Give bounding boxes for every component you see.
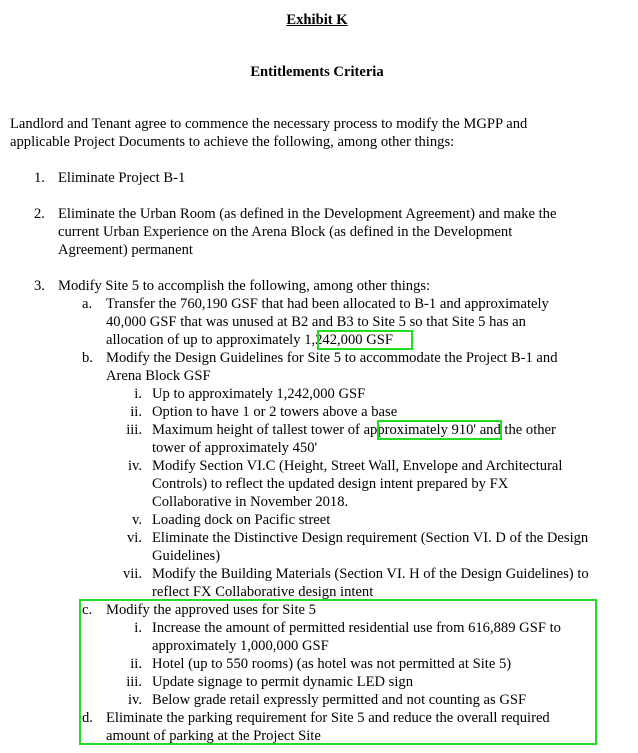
item-3b-iv-line-1: Modify Section VI.C (Height, Street Wall, Envelope and Architectural (152, 458, 563, 474)
item-3b-label: b. (82, 350, 93, 366)
highlighted-height-value: approximately 910' (363, 422, 477, 438)
item-3c-i-line-2: approximately 1,000,000 GSF (152, 638, 329, 654)
item-3c-ii-num: ii. (130, 656, 142, 672)
item-3b-vii-num: vii. (122, 566, 142, 582)
item-3c-i-num: i. (134, 620, 142, 636)
item-3a-line-3 (106, 331, 393, 349)
item-3b-iii-line-1 (152, 421, 556, 439)
document-subtitle: Entitlements Criteria (250, 64, 384, 80)
item-3c-iv-text: Below grade retail expressly permitted and not counting as GSF (152, 692, 527, 708)
item-3b-iv-line-2: Controls) to reflect the updated design intent prepared by FX (152, 476, 509, 492)
intro-line-2: applicable Project Documents to achieve the following, among other things: (10, 134, 455, 150)
item-3c-iv-num: iv. (127, 692, 142, 708)
item-2-line-1: Eliminate the Urban Room (as defined in the Development Agreement) and make the (58, 206, 557, 222)
item-3b-vii-line-1: Modify the Building Materials (Section VI. H of the Design Guidelines) to (152, 566, 589, 582)
item-2-number: 2. (34, 206, 45, 222)
item-3d-line-1: Eliminate the parking requirement for Site 5 and reduce the overall required (106, 710, 550, 726)
item-3b-iii-line-2: tower of approximately 450' (152, 440, 318, 456)
item-3b-line-2: Arena Block GSF (106, 368, 211, 384)
item-3c-i-line-1: Increase the amount of permitted residential use from 616,889 GSF to (152, 620, 561, 636)
item-3a-line-1: Transfer the 760,190 GSF that had been allocated to B-1 and approximately (106, 296, 549, 312)
item-3b-iv-line-3: Collaborative in November 2018. (152, 494, 349, 510)
item-3b-ii-num: ii. (130, 404, 142, 420)
item-1-number: 1. (34, 170, 45, 186)
item-3b-ii-text: Option to have 1 or 2 towers above a base (152, 404, 398, 420)
highlighted-gsf-value: 1,242,000 GSF (304, 332, 393, 348)
item-3c-ii-text: Hotel (up to 550 rooms) (as hotel was not permitted at Site 5) (152, 656, 512, 672)
item-3a-line-3-prefix: allocation of up to approximately (106, 332, 305, 348)
item-3b-i-num: i. (134, 386, 142, 402)
item-2-line-3: Agreement) permanent (58, 242, 193, 258)
item-3a-label: a. (82, 296, 93, 312)
item-3b-line-1: Modify the Design Guidelines for Site 5 to accommodate the Project B-1 and (106, 350, 558, 366)
item-3-number: 3. (34, 278, 45, 294)
exhibit-title: Exhibit K (286, 12, 348, 28)
intro-line-1: Landlord and Tenant agree to commence the necessary process to modify the MGPP and (10, 116, 528, 132)
item-3b-v-text: Loading dock on Pacific street (152, 512, 331, 528)
item-2-line-2: current Urban Experience on the Arena Block (as defined in the Development (58, 224, 513, 240)
item-3b-iii-prefix: Maximum height of tallest tower of (152, 422, 364, 438)
item-3b-vi-line-2: Guidelines) (152, 548, 221, 564)
item-3d-label: d. (82, 710, 93, 726)
item-3b-vi-line-1: Eliminate the Distinctive Design requirement (Section VI. D of the Design (152, 530, 589, 546)
item-3b-iii-num: iii. (126, 422, 142, 438)
item-3b-i-text: Up to approximately 1,242,000 GSF (152, 386, 366, 402)
item-3b-iii-suffix: and the other (476, 422, 556, 438)
item-3a-line-2: 40,000 GSF that was unused at B2 and B3 to Site 5 so that Site 5 has an (106, 314, 526, 330)
item-3c-iii-num: iii. (126, 674, 142, 690)
item-3b-v-num: v. (132, 512, 142, 528)
item-3b-iv-num: iv. (127, 458, 142, 474)
item-3b-vii-line-2: reflect FX Collaborative design intent (152, 584, 374, 600)
item-3d-line-2: amount of parking at the Project Site (106, 728, 321, 744)
item-3-text: Modify Site 5 to accomplish the following, among other things: (58, 278, 431, 294)
item-3c-label: c. (82, 602, 93, 618)
item-3c-iii-text: Update signage to permit dynamic LED sign (152, 674, 414, 690)
item-3b-vi-num: vi. (127, 530, 142, 546)
item-3c-text: Modify the approved uses for Site 5 (106, 602, 316, 618)
item-1-text: Eliminate Project B-1 (58, 170, 186, 186)
